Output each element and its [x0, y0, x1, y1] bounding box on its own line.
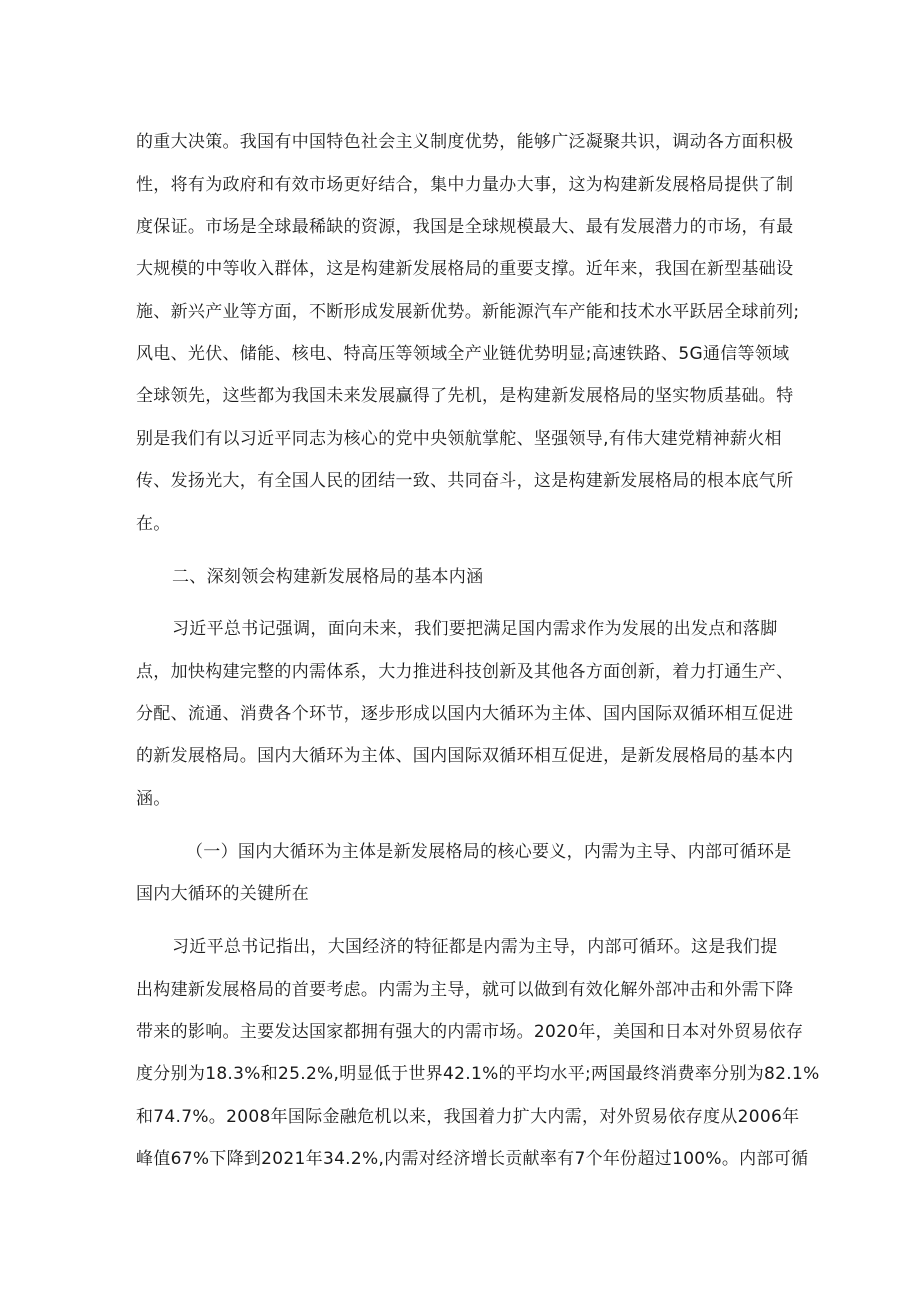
text-line: 度保证。市场是全球最稀缺的资源，我国是全球规模最大、最有发展潜力的市场，有最: [136, 217, 794, 237]
subsection-heading: 国内大循环的关键所在: [136, 884, 309, 904]
text-line: 和74.7%。2008年国际金融危机以来，我国着力扩大内需，对外贸易依存度从2006年: [136, 1107, 800, 1127]
text-line: 的新发展格局。国内大循环为主体、国内国际双循环相互促进，是新发展格局的基本内: [136, 746, 794, 766]
text-line: 带来的影响。主要发达国家都拥有强大的内需市场。2020年，美国和日本对外贸易依存: [136, 1022, 804, 1042]
text-line: 在。: [136, 514, 171, 534]
text-line: 分配、流通、消费各个环节，逐步形成以国内大循环为主体、国内国际双循环相互促进: [136, 704, 794, 724]
text-line: 大规模的中等收入群体，这是构建新发展格局的重要支撑。近年来，我国在新型基础设: [136, 259, 794, 279]
text-line: 峰值67%下降到2021年34.2%,内需对经济增长贡献率有7个年份超过100%。内部可循: [136, 1149, 809, 1169]
text-line: 出构建新发展格局的首要考虑。内需为主导，就可以做到有效化解外部冲击和外需下降: [136, 980, 794, 1000]
text-line: 习近平总书记指出，大国经济的特征都是内需为主导，内部可循环。这是我们提: [172, 937, 778, 957]
subsection-heading: （一）国内大循环为主体是新发展格局的核心要义，内需为主导、内部可循环是: [186, 842, 792, 862]
text-line: 传、发扬光大，有全国人民的团结一致、共同奋斗，这是构建新发展格局的根本底气所: [136, 471, 794, 491]
text-line: 点，加快构建完整的内需体系，大力推进科技创新及其他各方面创新，着力打通生产、: [136, 662, 794, 682]
text-line: 涵。: [136, 789, 171, 809]
text-line: 全球领先，这些都为我国未来发展赢得了先机，是构建新发展格局的坚实物质基础。特: [136, 386, 794, 406]
text-line: 度分别为18.3%和25.2%,明显低于世界42.1%的平均水平;两国最终消费率分别为82.1%: [136, 1064, 820, 1084]
text-line: 性，将有为政府和有效市场更好结合，集中力量办大事，这为构建新发展格局提供了制: [136, 175, 794, 195]
text-line: 风电、光伏、储能、核电、特高压等领域全产业链优势明显;高速铁路、5G通信等领域: [136, 344, 790, 364]
text-line: 施、新兴产业等方面，不断形成发展新优势。新能源汽车产能和技术水平跃居全球前列;: [136, 302, 800, 322]
text-line: 习近平总书记强调，面向未来，我们要把满足国内需求作为发展的出发点和落脚: [172, 619, 778, 639]
section-heading: 二、深刻领会构建新发展格局的基本内涵: [172, 567, 484, 587]
text-line: 别是我们有以习近平同志为核心的党中央领航掌舵、坚强领导,有伟大建党精神薪火相: [136, 429, 782, 449]
text-line: 的重大决策。我国有中国特色社会主义制度优势，能够广泛凝聚共识，调动各方面积极: [136, 132, 794, 152]
